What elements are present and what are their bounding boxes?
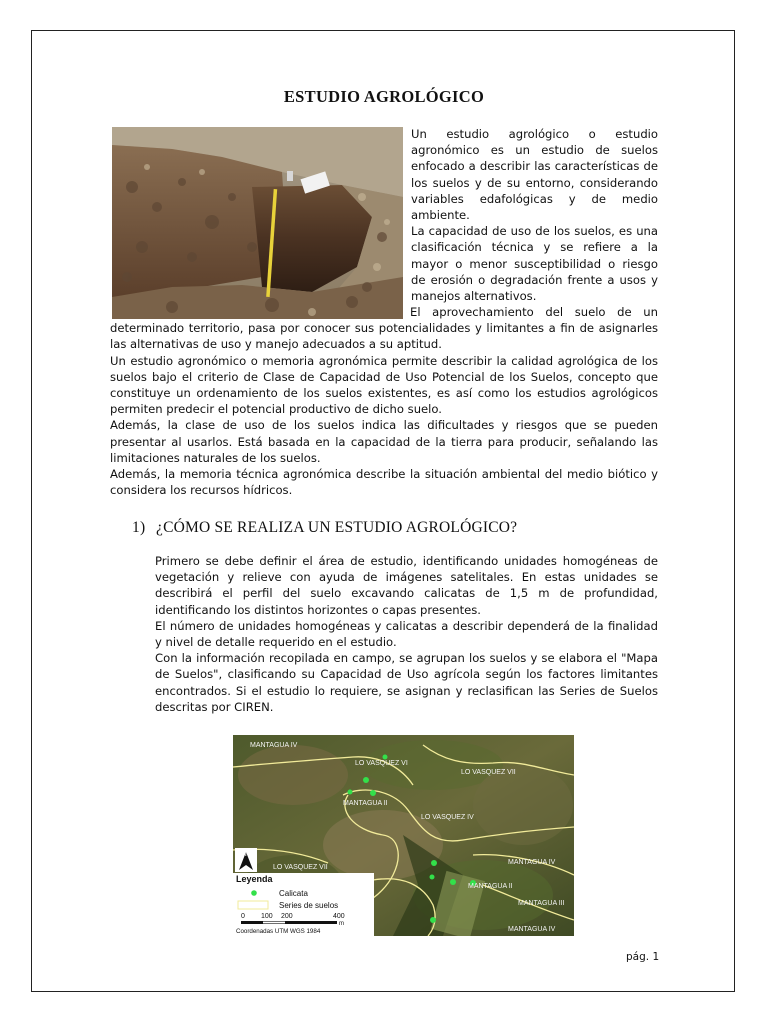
intro-paragraph-3: El aprovechamiento del suelo de un determinado territorio, pasa por conocer sus potencialidades y limitantes a fin de asignarles las alternativas de uso y manejo adecuados a su aptitud. xyxy=(110,305,658,352)
soil-profile-photo xyxy=(112,127,403,319)
section-number: 1) xyxy=(132,519,146,536)
svg-text:N: N xyxy=(243,852,247,858)
page-number: pág. 1 xyxy=(626,951,660,963)
section-title: ¿CÓMO SE REALIZA UN ESTUDIO AGROLÓGICO? xyxy=(156,519,518,536)
map-label: LO VASQUEZ VII xyxy=(273,864,328,871)
map-label: MANTAGUA IV xyxy=(508,859,556,866)
map-label: MANTAGUA III xyxy=(518,900,565,907)
north-arrow-icon xyxy=(235,848,257,872)
section-heading xyxy=(132,519,517,537)
scale-tick: 400 xyxy=(333,913,345,920)
section-paragraph-1: Primero se debe definir el área de estudio, identificando unidades homogéneas de vegetación y relieve con ayuda de imágenes satelitales. En estas unidades se describirá el perfil del suelo excavando calicatas de 1,5 m de profundidad, identificando los distintos horizontes o capas presentes. xyxy=(155,554,658,617)
section-paragraph-2: El número de unidades homogéneas y calicatas a describir dependerá de la finalidad y nivel de detalle requerido en el estudio. xyxy=(155,618,658,650)
map-label: MANTAGUA IV xyxy=(250,742,298,749)
legend-title: Leyenda xyxy=(236,874,273,884)
intro-paragraph-4: Un estudio agronómico o memoria agronómica permite describir la calidad agrológica de los suelos bajo el criterio de Clase de Capacidad de Uso Potencial de los Suelos, concepto que constituye un ordenamiento de los suelos existentes, es así como los estudios agrológicos permiten predecir el potencial productivo de dicho suelo. xyxy=(110,353,658,417)
intro-right-column xyxy=(411,126,658,304)
scale-unit: m xyxy=(339,921,344,927)
map-label: MANTAGUA II xyxy=(468,883,513,890)
legend-calicata: Calicata xyxy=(279,889,308,898)
map-coordinates: Coordenadas UTM WGS 1984 xyxy=(236,928,321,935)
legend-series: Series de suelos xyxy=(279,901,339,910)
scale-tick: 0 xyxy=(241,913,245,920)
intro-paragraph-1: Un estudio agrológico o estudio agronómico es un estudio de suelos enfocado a describir las características de los suelos y de su entorno, considerando variables edafológicas y de medio ambiente. xyxy=(411,127,658,223)
section-body xyxy=(155,553,658,715)
map-label: LO VASQUEZ VI xyxy=(355,760,408,767)
document-title: ESTUDIO AGROLÓGICO xyxy=(283,87,485,106)
scale-tick: 100 xyxy=(261,913,273,920)
soil-map xyxy=(233,735,574,936)
intro-full-column xyxy=(110,304,658,498)
map-label: MANTAGUA II xyxy=(343,800,388,807)
calicata-point-icon xyxy=(251,890,257,896)
intro-paragraph-5: Además, la clase de uso de los suelos indica las dificultades y riesgos que se pueden presentar al usarlos. Está basada en la capacidad de la tierra para producir, señalando las limitaciones naturales de los suelos. xyxy=(110,418,658,465)
map-label: MANTAGUA IV xyxy=(508,926,556,933)
map-legend xyxy=(233,873,374,936)
intro-paragraph-6: Además, la memoria técnica agronómica describe la situación ambiental del medio biótico y considera los recursos hídricos. xyxy=(110,467,658,498)
intro-paragraph-2: La capacidad de uso de los suelos, es una clasificación técnica y se refiere a la mayor o menor susceptibilidad o riesgo de erosión o degradación frente a usos y manejos alternativos. xyxy=(411,224,658,304)
section-paragraph-3: Con la información recopilada en campo, se agrupan los suelos y se elabora el "Mapa de Suelos", clasificando su Capacidad de Uso agrícola según los factores limitantes encontrados. Si el estudio lo requiere, se asignan y reclasifican las Series de Suelos descritas por CIREN. xyxy=(155,651,658,714)
map-label: LO VASQUEZ VII xyxy=(461,769,516,776)
map-label: LO VASQUEZ IV xyxy=(421,814,474,821)
scale-tick: 200 xyxy=(281,913,293,920)
scale-bar xyxy=(241,921,337,924)
